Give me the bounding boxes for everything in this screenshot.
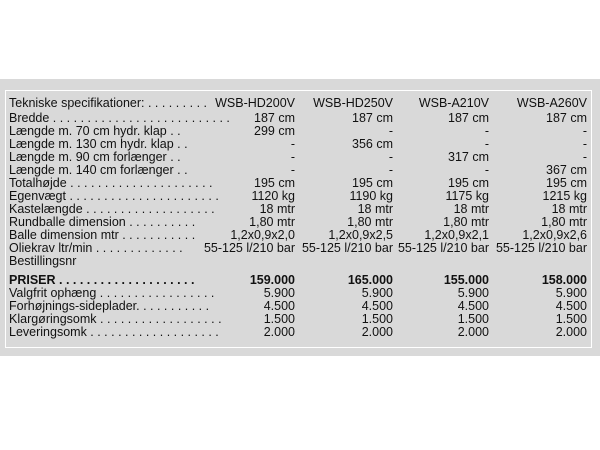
model-header: WSB-HD200V — [215, 96, 295, 110]
price-row-label: Klargøringsomk . . . . . . . . . . . . . . . . . . — [9, 312, 222, 326]
spec-value: 18 mtr — [259, 202, 295, 216]
spec-value: 1,2x0,9x2,1 — [424, 228, 489, 242]
spec-value: 187 cm — [546, 111, 587, 125]
spec-value: 18 mtr — [453, 202, 489, 216]
spec-value: 1,80 mtr — [541, 215, 587, 229]
price-row-value: 1.500 — [263, 312, 295, 326]
price-value: 158.000 — [541, 273, 587, 287]
price-row-value: 5.900 — [263, 286, 295, 300]
spec-panel — [0, 79, 600, 356]
spec-value: 1,2x0,9x2,6 — [522, 228, 587, 242]
spec-label: Længde m. 130 cm hydr. klap . . — [9, 137, 188, 151]
price-row-label: Leveringsomk . . . . . . . . . . . . . . . . . . . — [9, 325, 219, 339]
spec-value: 1,80 mtr — [347, 215, 393, 229]
price-row-value: 4.500 — [457, 299, 489, 313]
spec-value: - — [582, 137, 587, 151]
model-header: WSB-A260V — [516, 96, 587, 110]
spec-value: 55-125 l/210 bar — [301, 241, 393, 255]
spec-frame — [5, 90, 592, 348]
price-value: 159.000 — [249, 273, 295, 287]
price-row-value: 4.500 — [555, 299, 587, 313]
spec-value: 187 cm — [448, 111, 489, 125]
spec-label: Egenvægt . . . . . . . . . . . . . . . . . . . . . . — [9, 189, 219, 203]
price-row-value: 2.000 — [555, 325, 587, 339]
price-row-value: 1.500 — [555, 312, 587, 326]
price-row — [9, 326, 589, 339]
spec-value: 195 cm — [254, 176, 295, 190]
spec-value: - — [388, 150, 393, 164]
header-label: Tekniske specifikationer: . . . . . . . . . — [9, 96, 207, 110]
price-row-value: 4.500 — [263, 299, 295, 313]
header-row — [9, 95, 589, 112]
spec-value: 195 cm — [448, 176, 489, 190]
spec-value: - — [290, 137, 295, 151]
spec-value: 55-125 l/210 bar — [203, 241, 295, 255]
spec-label: Længde m. 70 cm hydr. klap . . — [9, 124, 181, 138]
spec-table — [9, 95, 589, 339]
spec-value: 1120 kg — [251, 189, 295, 203]
spec-value: - — [388, 163, 393, 177]
price-row-value: 2.000 — [263, 325, 295, 339]
spec-value: - — [484, 137, 489, 151]
price-row-value: 1.500 — [457, 312, 489, 326]
spec-label: Oliekrav ltr/min . . . . . . . . . . . . . — [9, 241, 183, 255]
spec-label: Totalhøjde . . . . . . . . . . . . . . . . . . . . . — [9, 176, 213, 190]
spec-value: 317 cm — [448, 150, 489, 164]
price-value: 165.000 — [347, 273, 393, 287]
spec-label: Bredde . . . . . . . . . . . . . . . . . . . . . . . . . . — [9, 111, 230, 125]
price-row-value: 2.000 — [457, 325, 489, 339]
spec-value: 18 mtr — [357, 202, 393, 216]
spec-value: 18 mtr — [551, 202, 587, 216]
spec-value — [395, 255, 491, 268]
spec-value: - — [388, 124, 393, 138]
spec-label: Længde m. 140 cm forlænger . . — [9, 163, 188, 177]
spec-value: 1,80 mtr — [249, 215, 295, 229]
price-row-value: 4.500 — [361, 299, 393, 313]
spec-value: 356 cm — [352, 137, 393, 151]
spec-value: 1215 kg — [542, 189, 587, 203]
spec-value: 1,2x0,9x2,0 — [230, 228, 295, 242]
spec-value: - — [484, 163, 489, 177]
model-header: WSB-A210V — [418, 96, 489, 110]
spec-value: 1,80 mtr — [443, 215, 489, 229]
price-row-value: 1.500 — [361, 312, 393, 326]
spec-value: - — [582, 150, 587, 164]
spec-label: Rundballe dimension . . . . . . . . . . — [9, 215, 196, 229]
spec-value: - — [484, 124, 489, 138]
spec-value: 367 cm — [546, 163, 587, 177]
price-row-label: Forhøjnings-sideplader. . . . . . . . . . . — [9, 299, 210, 313]
spec-value: 187 cm — [352, 111, 393, 125]
spec-value: 195 cm — [352, 176, 393, 190]
spec-value: 187 cm — [254, 111, 295, 125]
spec-row — [9, 242, 589, 255]
spec-label: Kastelængde . . . . . . . . . . . . . . . . . . . — [9, 202, 215, 216]
spec-value — [193, 255, 297, 268]
spec-value: 195 cm — [546, 176, 587, 190]
spec-label: Balle dimension mtr . . . . . . . . . . . — [9, 228, 196, 242]
spec-value — [297, 255, 395, 268]
price-row-value: 2.000 — [361, 325, 393, 339]
spec-value: 55-125 l/210 bar — [495, 241, 587, 255]
spec-value — [491, 255, 589, 268]
price-row-value: 5.900 — [555, 286, 587, 300]
price-row-value: 5.900 — [457, 286, 489, 300]
model-header: WSB-HD250V — [313, 96, 393, 110]
spec-value: - — [290, 163, 295, 177]
price-row-label: Valgfrit ophæng . . . . . . . . . . . . . . . . . — [9, 286, 215, 300]
spec-value: - — [582, 124, 587, 138]
spec-value: 1190 kg — [349, 189, 393, 203]
spec-value: 55-125 l/210 bar — [397, 241, 489, 255]
spec-row — [9, 255, 589, 268]
spec-value: 1175 kg — [445, 189, 489, 203]
price-row-value: 5.900 — [361, 286, 393, 300]
price-value: 155.000 — [443, 273, 489, 287]
spec-label: Bestillingsnr — [9, 254, 77, 268]
price-label: PRISER . . . . . . . . . . . . . . . . . . . . — [9, 273, 195, 287]
spec-value: 299 cm — [254, 124, 295, 138]
spec-label: Længde m. 90 cm forlænger . . — [9, 150, 181, 164]
spec-value: - — [290, 150, 295, 164]
spec-value: 1,2x0,9x2,5 — [328, 228, 393, 242]
